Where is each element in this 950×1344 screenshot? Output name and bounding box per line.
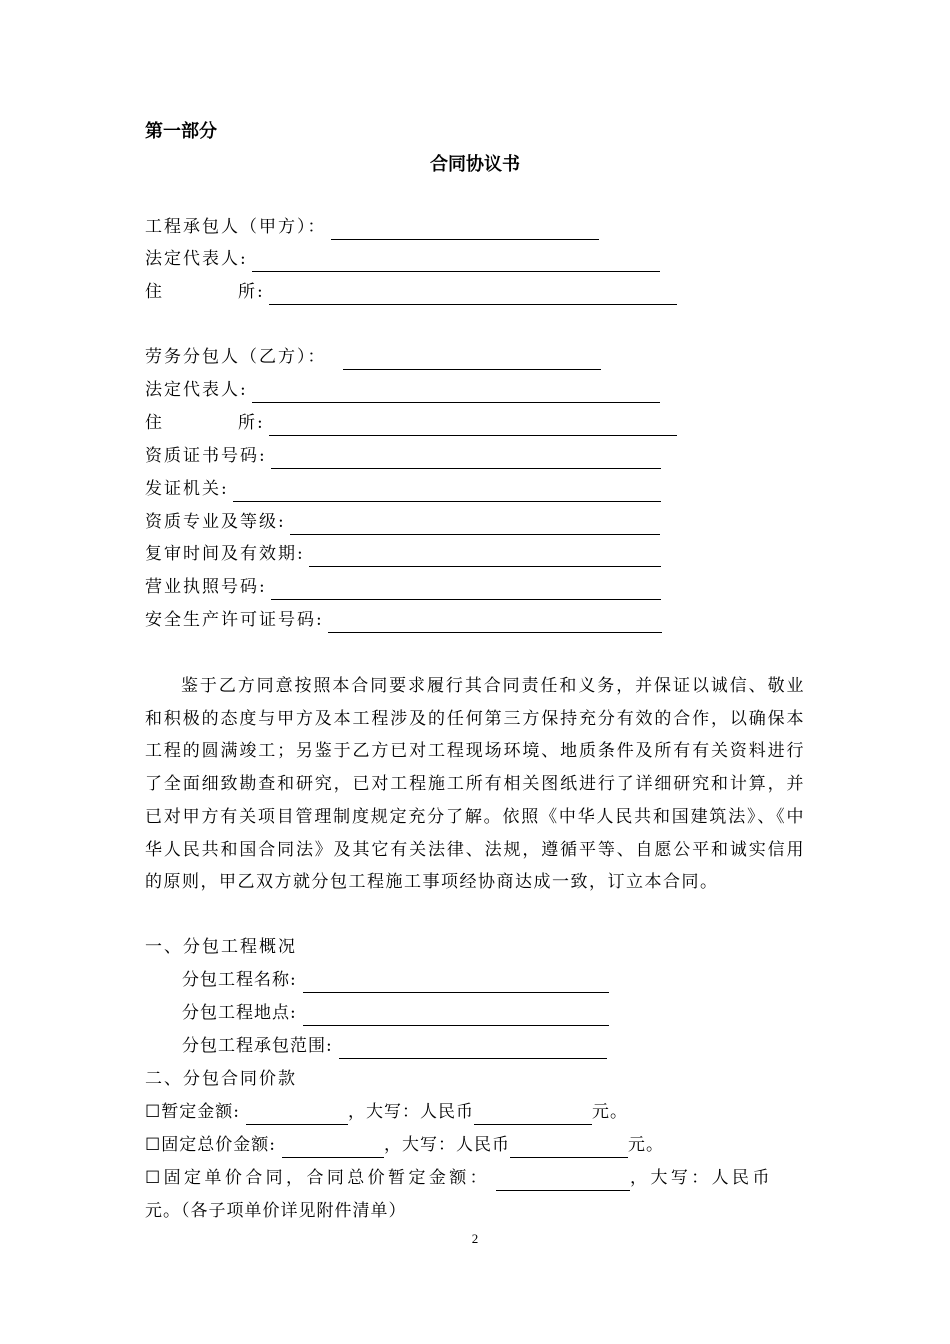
party-b-qualification-row: [145, 509, 660, 535]
checkbox-provisional[interactable]: ☐: [145, 1102, 162, 1122]
party-a-contractor-row: [145, 214, 599, 240]
section1-scope-row: [182, 1033, 607, 1059]
party-b-license-label: 营业执照号码:: [145, 577, 267, 597]
unit-price-note: 元。（各子项单价详见附件清单）: [145, 1201, 407, 1221]
page-number: 2: [471, 1231, 479, 1246]
fixed-total-label: 固定总价金额:: [161, 1135, 276, 1155]
section1-name-row: [182, 967, 609, 993]
intro-paragraph: 鉴于乙方同意按照本合同要求履行其合同责任和义务，并保证以诚信、敬业和积极的态度与甲方及本工程涉及的任何第三方保持充分有效的合作，以确保本工程的圆满竣工；另鉴于乙方已对工程现场环境、地质条件及所有有关资料进行了全面细致勘查和研究，已对工程施工所有相关图纸进行了详细研究和计算，并已对甲方有关项目管理制度规定充分了解。依照《中华人民共和国建筑法》、《中华人民共和国合同法》及其它有关法律、法规，遵循平等、自愿公平和诚实信用的原则，甲乙双方就分包工程施工事项经协商达成一致，订立本合同。: [145, 676, 805, 893]
price-option-fixed-total: [145, 1132, 664, 1158]
party-b-legal-rep-row: [145, 377, 660, 403]
provisional-label: 暂定金额:: [161, 1102, 240, 1122]
party-b-address-row: [145, 410, 677, 436]
party-b-legal-rep-field[interactable]: [252, 382, 660, 403]
checkbox-unit-price[interactable]: ☐: [145, 1168, 164, 1188]
party-b-safety-label: 安全生产许可证号码:: [145, 610, 324, 630]
party-b-cert-field[interactable]: [271, 448, 661, 469]
party-a-legal-rep-label: 法定代表人:: [145, 249, 248, 269]
fixed-total-words-field[interactable]: [510, 1137, 628, 1158]
party-b-issuer-field[interactable]: [233, 481, 661, 502]
party-a-legal-rep-field[interactable]: [252, 251, 660, 272]
party-a-address-field[interactable]: [269, 284, 677, 305]
party-a-address-label: 住 所:: [145, 282, 265, 302]
section1-location-label: 分包工程地点:: [182, 1003, 297, 1023]
section2-heading: 二、分包合同价款: [145, 1069, 297, 1089]
price-option-unit-price: [145, 1165, 773, 1191]
party-b-cert-label: 资质证书号码:: [145, 446, 267, 466]
party-a-address-row: [145, 279, 677, 305]
party-b-subcontractor-row: [145, 344, 601, 370]
party-a-legal-rep-row: [145, 246, 660, 272]
party-b-review-row: [145, 541, 661, 567]
party-b-address-label: 住 所:: [145, 413, 265, 433]
unit-price-amount-field[interactable]: [496, 1170, 630, 1191]
section1-scope-label: 分包工程承包范围:: [182, 1036, 333, 1056]
provisional-words-label: ，大写：人民币: [347, 1102, 474, 1122]
party-b-address-field[interactable]: [269, 415, 677, 436]
party-a-contractor-label: 工程承包人（甲方）：: [145, 217, 327, 237]
party-b-safety-field[interactable]: [328, 612, 662, 633]
section1-name-field[interactable]: [303, 972, 609, 993]
part-label: 第一部分: [145, 121, 217, 142]
unit-price-words-label: ，大写：人民币: [630, 1168, 773, 1188]
party-b-safety-row: [145, 607, 662, 633]
party-b-review-label: 复审时间及有效期:: [145, 544, 305, 564]
provisional-words-field[interactable]: [474, 1104, 592, 1125]
section1-scope-field[interactable]: [339, 1038, 607, 1059]
provisional-unit: 元。: [591, 1102, 628, 1122]
fixed-total-unit: 元。: [627, 1135, 664, 1155]
unit-price-label: 固定单价合同，合同总价暂定金额：: [163, 1168, 491, 1188]
checkbox-fixed-total[interactable]: ☐: [145, 1135, 162, 1155]
document-title: 合同协议书: [430, 154, 520, 175]
section1-heading: 一、分包工程概况: [145, 937, 297, 957]
party-b-license-field[interactable]: [271, 579, 661, 600]
party-b-review-field[interactable]: [309, 546, 661, 567]
party-b-legal-rep-label: 法定代表人:: [145, 380, 248, 400]
price-option-provisional: [145, 1099, 628, 1125]
fixed-total-words-label: ，大写：人民币: [383, 1135, 510, 1155]
party-b-subcontractor-label: 劳务分包人（乙方）：: [145, 347, 327, 367]
section1-location-row: [182, 1000, 609, 1026]
party-b-subcontractor-field[interactable]: [343, 349, 601, 370]
unit-price-note-row: [145, 1198, 407, 1224]
party-b-cert-row: [145, 443, 661, 469]
party-b-issuer-row: [145, 476, 661, 502]
party-b-qualification-field[interactable]: [290, 514, 660, 535]
provisional-amount-field[interactable]: [246, 1104, 348, 1125]
section1-location-field[interactable]: [303, 1005, 609, 1026]
party-b-license-row: [145, 574, 661, 600]
party-a-contractor-field[interactable]: [331, 219, 599, 240]
fixed-total-amount-field[interactable]: [282, 1137, 384, 1158]
party-b-qualification-label: 资质专业及等级:: [145, 512, 286, 532]
party-b-issuer-label: 发证机关:: [145, 479, 229, 499]
section1-name-label: 分包工程名称:: [182, 970, 297, 990]
